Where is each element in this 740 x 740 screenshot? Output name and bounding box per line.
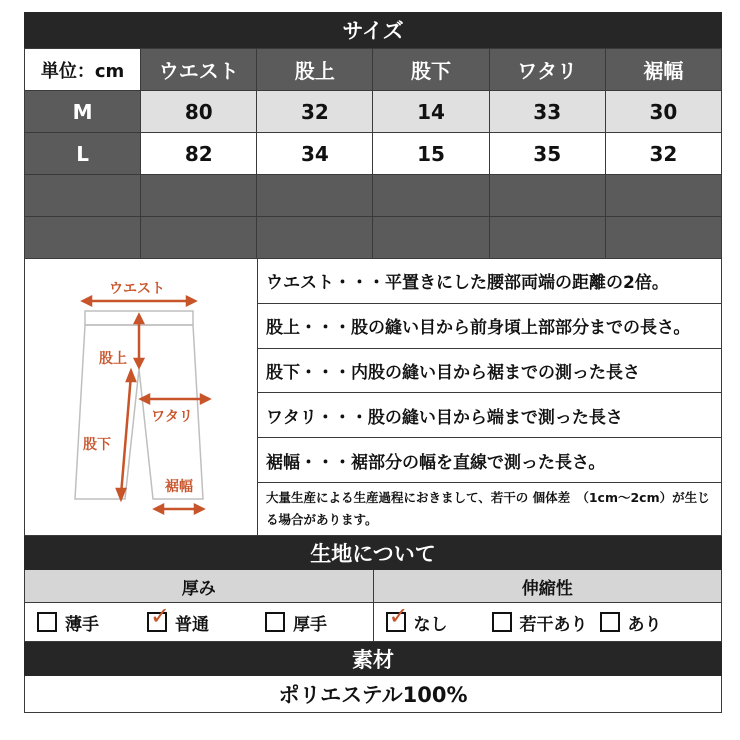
size-header-row: [25, 49, 722, 91]
checkbox-checked-icon: [386, 602, 409, 632]
stretch-options: [374, 603, 722, 641]
row-label-l: L: [25, 133, 141, 175]
fabric-options: [24, 603, 722, 642]
table-cell: 15: [373, 133, 489, 175]
table-cell: 34: [257, 133, 373, 175]
option-label: なし: [413, 614, 448, 635]
checkbox-empty-icon: [37, 612, 57, 632]
measurement-guide: [24, 259, 722, 536]
thickness-label: 厚み: [25, 570, 374, 602]
col-header-inseam: 股下: [373, 49, 489, 91]
table-row: [25, 91, 722, 133]
pants-diagram-svg: [25, 259, 257, 535]
option-none: [386, 602, 448, 635]
empty-cell: [373, 175, 489, 217]
stretch-label: 伸縮性: [374, 570, 722, 602]
option-slight: [492, 610, 588, 635]
option-label: 厚手: [293, 614, 327, 635]
empty-cell: [141, 175, 257, 217]
table-cell: 30: [605, 91, 721, 133]
material-value: ポリエステル100%: [24, 676, 722, 713]
inseam-arrowhead-top: [127, 371, 135, 381]
option-thick: [265, 610, 327, 635]
col-header-waist: ウエスト: [141, 49, 257, 91]
material-title: 素材: [24, 642, 722, 676]
empty-cell: [25, 175, 141, 217]
checkbox-empty-icon: [492, 612, 512, 632]
size-table: [24, 48, 722, 259]
option-yes: [600, 610, 662, 635]
unit-label: 単位：cm: [25, 49, 141, 91]
empty-row: [25, 175, 722, 217]
option-thin: [37, 610, 99, 635]
table-cell: 35: [489, 133, 605, 175]
checkbox-checked-icon: [147, 602, 171, 632]
size-title: サイズ: [24, 12, 722, 48]
col-header-rise: 股上: [257, 49, 373, 91]
empty-cell: [489, 217, 605, 259]
inseam-arrow: [121, 375, 131, 495]
empty-cell: [605, 217, 721, 259]
desc-hem: 裾幅・・・裾部分の幅を直線で測った長さ。: [258, 438, 721, 483]
option-label: あり: [627, 614, 662, 635]
rise-arrowhead-top: [135, 315, 143, 323]
empty-cell: [489, 175, 605, 217]
row-label-m: M: [25, 91, 141, 133]
rise-arrowhead-bottom: [135, 359, 143, 367]
table-cell: 80: [141, 91, 257, 133]
checkmark-icon: ✓: [388, 602, 409, 630]
empty-cell: [605, 175, 721, 217]
desc-waist: ウエスト・・・平置きにした腰部両端の距離の2倍。: [258, 259, 721, 304]
checkbox-empty-icon: [600, 612, 620, 632]
option-label: 薄手: [65, 614, 99, 635]
empty-cell: [257, 175, 373, 217]
checkbox-empty-icon: [265, 612, 285, 632]
empty-cell: [141, 217, 257, 259]
empty-cell: [373, 217, 489, 259]
table-cell: 33: [489, 91, 605, 133]
diagram-label-thigh: ワタリ: [151, 409, 193, 425]
thigh-arrowhead-right: [201, 395, 209, 403]
desc-thigh: ワタリ・・・股の縫い目から端まで測った長さ: [258, 393, 721, 438]
table-cell: 82: [141, 133, 257, 175]
inseam-arrowhead-bottom: [117, 489, 125, 499]
measurement-descriptions: [258, 259, 721, 535]
table-cell: 32: [257, 91, 373, 133]
col-header-thigh: ワタリ: [489, 49, 605, 91]
checkmark-icon: ✓: [150, 602, 171, 630]
table-row: [25, 133, 722, 175]
waist-arrowhead-left: [83, 297, 91, 305]
pants-diagram: [25, 259, 258, 535]
hem-arrowhead-right: [195, 505, 203, 513]
empty-row: [25, 217, 722, 259]
fabric-title: 生地について: [24, 536, 722, 570]
option-label: 普通: [175, 614, 209, 635]
table-cell: 14: [373, 91, 489, 133]
desc-inseam: 股下・・・内股の縫い目から裾までの測った長さ: [258, 349, 721, 394]
diagram-label-waist: ウエスト: [109, 281, 165, 297]
option-normal: [147, 602, 209, 635]
option-label: 若干あり: [519, 614, 588, 635]
diagram-label-hem: 裾幅: [165, 479, 193, 495]
desc-rise: 股上・・・股の縫い目から前身頃上部部分までの長さ。: [258, 304, 721, 349]
table-cell: 32: [605, 133, 721, 175]
diagram-label-rise: 股上: [99, 351, 127, 367]
variance-note: 大量生産による生産過程におきまして、若干の 個体差 （1cm～2cm）が生じる場合があります。: [266, 489, 710, 527]
size-chart: [24, 12, 722, 713]
diagram-label-inseam: 股下: [83, 437, 111, 453]
empty-cell: [257, 217, 373, 259]
empty-cell: [25, 217, 141, 259]
waist-arrowhead-right: [187, 297, 195, 305]
hem-arrowhead-left: [155, 505, 163, 513]
fabric-header: [24, 570, 722, 603]
thickness-options: [25, 603, 374, 641]
col-header-hem: 裾幅: [605, 49, 721, 91]
